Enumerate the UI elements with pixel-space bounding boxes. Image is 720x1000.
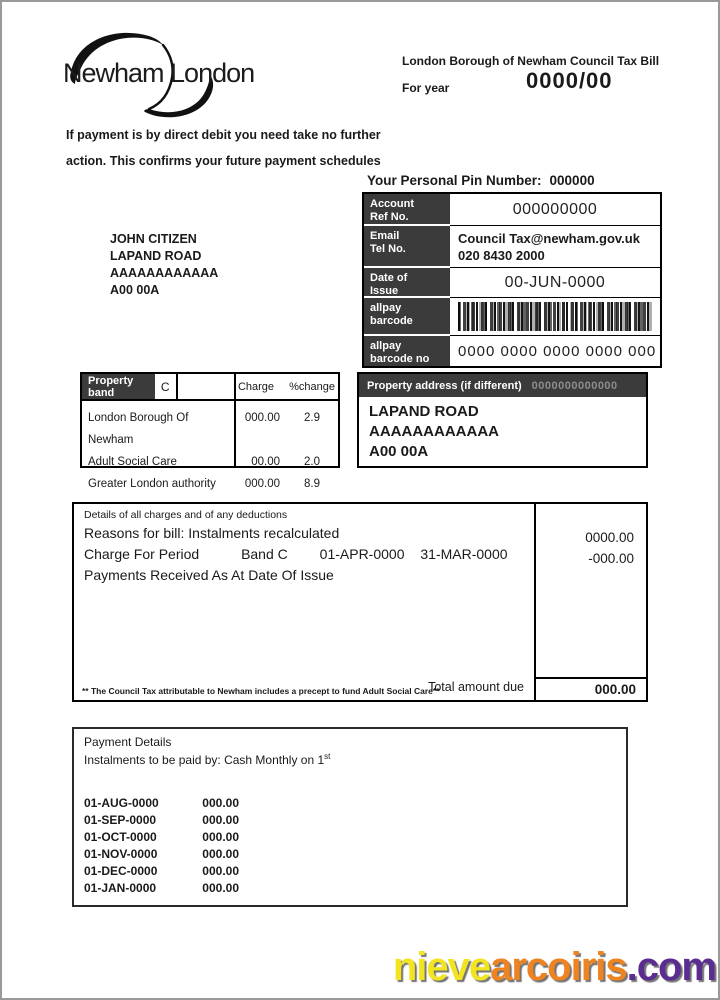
allpay-barcode-no-value: 0000 0000 0000 0000 000 (458, 342, 657, 360)
period-end-date: 31-MAR-0000 (420, 546, 508, 562)
pin-label: Your Personal Pin Number: (367, 173, 542, 188)
allpay-barcode-no-label-line1: allpay (370, 340, 402, 352)
allpay-barcode-image (458, 302, 652, 331)
charge-amount: 0000.00 (585, 530, 634, 545)
recipient-name: JOHN CITIZEN (110, 232, 197, 246)
instalment-date: 01-AUG-0000 (84, 796, 159, 810)
recipient-postcode: A00 00A (110, 283, 160, 297)
instalment-date: 01-NOV-0000 (84, 847, 158, 861)
account-ref-label-line2: Ref No. (370, 211, 409, 223)
charge-column-header: Charge (237, 380, 275, 393)
account-ref-value-cell (450, 194, 660, 226)
for-year-label: For year (402, 81, 450, 95)
band-label: Band C (241, 546, 288, 562)
property-band-column-divider (234, 374, 236, 466)
email-tel-label (364, 226, 450, 268)
table-row (82, 407, 338, 451)
instalment-amount: 000.00 (202, 830, 239, 844)
instalment-date: 01-SEP-0000 (84, 813, 157, 827)
account-details-table (362, 192, 662, 368)
allpay-barcode-no-cell (450, 336, 660, 366)
allpay-barcode-cell (450, 298, 660, 336)
account-ref-label-line1: Account (370, 198, 414, 210)
date-of-issue-label (364, 268, 450, 298)
payments-received-amount: -000.00 (588, 551, 634, 566)
email-label-line1: Email (370, 230, 400, 242)
bill-title: London Borough of Newham Council Tax Bill (402, 54, 660, 68)
property-town: AAAAAAAAAAAA (369, 423, 499, 440)
direct-debit-note (66, 122, 381, 174)
date-of-issue-label-line1: Date of (370, 272, 408, 284)
property-band-value: C (155, 374, 178, 399)
allpay-barcode-label-text: allpay barcode (370, 302, 413, 327)
allpay-barcode-row (364, 298, 660, 336)
charge-for-period-label: Charge For Period (84, 546, 200, 562)
instalment-date: 01-DEC-0000 (84, 864, 158, 878)
property-band-amount-headers (218, 374, 338, 399)
property-band-header-row (82, 374, 338, 401)
instalments-intro-ordinal: st (324, 752, 331, 761)
instalment-amount: 000.00 (202, 881, 239, 895)
watermark-part-arcoiris: arcoiris (490, 945, 627, 989)
authority-pct-change: 8.9 (304, 478, 320, 490)
instalment-date: 01-JAN-0000 (84, 881, 157, 895)
list-item (84, 863, 239, 880)
total-amount-due-label: Total amount due (428, 680, 524, 694)
personal-pin-heading (367, 173, 595, 188)
payments-received-line: Payments Received As At Date Of Issue (84, 567, 334, 583)
table-row (82, 473, 338, 495)
property-address-header (359, 374, 646, 397)
direct-debit-note-line2: action. This confirms your future payment schedules (66, 154, 381, 168)
date-of-issue-value-cell (450, 268, 660, 298)
list-item (84, 795, 239, 812)
allpay-barcode-no-row (364, 336, 660, 366)
recipient-street: LAPAND ROAD (110, 249, 202, 263)
direct-debit-note-line1: If payment is by direct debit you need take no further (66, 128, 381, 142)
payment-details-title: Payment Details (84, 735, 172, 749)
logo-text: Newham London (63, 58, 255, 88)
account-ref-label (364, 194, 450, 226)
instalment-amount: 000.00 (202, 796, 239, 810)
instalment-amount: 000.00 (202, 813, 239, 827)
charge-for-period-line (84, 546, 508, 562)
authority-pct-change: 2.9 (304, 412, 320, 424)
email-tel-value-cell (450, 226, 660, 268)
site-watermark (393, 945, 716, 990)
pct-change-column-header: %change (289, 380, 335, 393)
list-item (84, 829, 239, 846)
email-tel-row (364, 226, 660, 268)
authority-charge: 000.00 (244, 412, 280, 424)
allpay-barcode-label (364, 298, 450, 336)
charges-details-box (72, 502, 648, 702)
date-of-issue-row (364, 268, 660, 298)
total-amount-due-value: 000.00 (534, 677, 646, 700)
property-address-header-value: 0000000000000 (531, 379, 618, 392)
authority-charge: 00.00 (251, 456, 280, 468)
charges-header: Details of all charges and of any deductions (84, 509, 288, 521)
date-of-issue-value: 00-JUN-0000 (504, 273, 606, 291)
payment-details-box (72, 727, 628, 907)
list-item (84, 880, 239, 897)
authority-pct-change: 2.0 (304, 456, 320, 468)
instalment-amount: 000.00 (202, 864, 239, 878)
authority-name: Adult Social Care (88, 456, 177, 468)
date-of-issue-label-line2: Issue (370, 285, 399, 297)
table-row (82, 451, 338, 473)
authority-name: London Borough Of Newham (88, 412, 189, 446)
instalments-intro-text: Instalments to be paid by: Cash Monthly on 1 (84, 753, 325, 767)
property-address-body (359, 397, 646, 467)
email-value: Council Tax@newham.gov.uk (458, 230, 640, 246)
phone-value: 020 8430 2000 (458, 247, 545, 263)
authority-name: Greater London authority (88, 478, 216, 490)
property-postcode: A00 00A (369, 443, 429, 460)
authority-charge: 000.00 (244, 478, 280, 490)
property-address-header-label: Property address (if different) (367, 379, 522, 392)
property-address-box (357, 372, 648, 468)
property-band-spacer (178, 374, 218, 399)
instalment-list (84, 795, 239, 897)
allpay-barcode-no-label-line2: barcode no (370, 353, 430, 365)
adult-social-care-footnote: ** The Council Tax attributable to Newham includes a precept to fund Adult Social Care** (82, 686, 440, 696)
property-band-body (82, 401, 338, 495)
property-band-label: Property band (82, 374, 155, 399)
recipient-town: AAAAAAAAAAAA (110, 266, 219, 280)
list-item (84, 846, 239, 863)
instalment-date: 01-OCT-0000 (84, 830, 157, 844)
reasons-for-bill: Reasons for bill: Instalments recalculated (84, 525, 340, 541)
tel-label-line2: Tel No. (370, 243, 406, 255)
watermark-part-nieve: nieve (392, 945, 491, 989)
property-band-table (80, 372, 340, 490)
charges-amount-column-divider (534, 504, 536, 700)
account-ref-value: 000000000 (512, 200, 598, 218)
year-value: 0000/00 (526, 68, 613, 93)
property-street: LAPAND ROAD (369, 403, 479, 420)
recipient-address (110, 231, 218, 299)
newham-london-logo (57, 24, 255, 124)
instalments-intro (84, 752, 330, 767)
period-start-date: 01-APR-0000 (319, 546, 405, 562)
account-ref-row (364, 194, 660, 226)
watermark-part-com: .com (626, 945, 716, 989)
instalment-amount: 000.00 (202, 847, 239, 861)
allpay-barcode-no-label (364, 336, 450, 366)
list-item (84, 812, 239, 829)
pin-value: 000000 (549, 173, 595, 188)
